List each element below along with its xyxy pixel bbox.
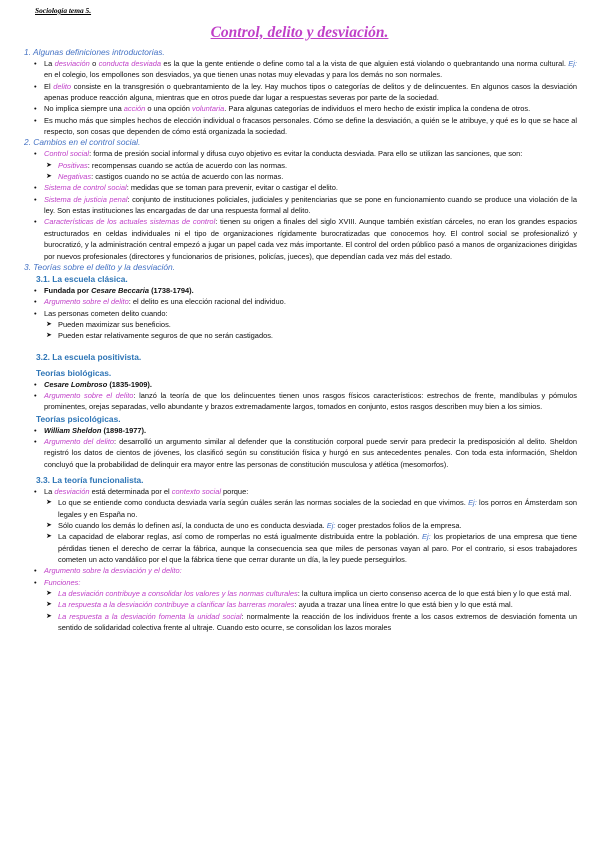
text: o (89, 59, 99, 68)
sub-list-item (58, 171, 577, 182)
psychological-list (0, 425, 599, 470)
term: acción (123, 104, 146, 114)
sub-list-item (58, 531, 577, 565)
list-item (44, 436, 577, 470)
sub-list-item (58, 599, 577, 610)
text: o una opción (145, 104, 193, 114)
term: Control social (44, 149, 90, 159)
example-marker: Ej: (468, 498, 477, 508)
list-item (44, 565, 577, 576)
author-name: Cesare Lombroso (44, 379, 108, 389)
term: Argumento sobre la desviación y el delito: (44, 566, 182, 576)
text: está determinada por el (89, 486, 172, 496)
term: Sistema de justicia penal (44, 194, 128, 204)
example-marker: Ej: (568, 59, 577, 68)
list-item (44, 182, 577, 193)
biological-theories-heading: Teorías biológicas. (36, 367, 112, 378)
text: Fundada por (44, 285, 92, 295)
text: : lanzó la teoría de que los delincuentes tienen unos rasgos físicos característicos: estrechos de frente, mandíbulas y pómulos prominentes, orejas separadas, vello abundante y brazos extremadamente largos, tomados en conjunto, estos rasgos describen muy bien a los simios. (44, 390, 577, 412)
term: La desviación contribuye a consolidar los valores y las normas culturales (58, 589, 298, 599)
classical-list (0, 285, 599, 342)
term: Argumento del delito (44, 436, 115, 446)
list-item (44, 296, 577, 307)
term: Positivas (58, 160, 88, 170)
text: : desarrolló un argumento similar al defender que la constitución corporal puede servir para predecir la predisposición al delito. Sheldon registró los datos de cientos de jóvenes, los clasificó según su constitución física y hurgó en sus antecedentes penales. Con toda esta información, Sheldon concluyó que la probabilidad de delinquir era mayor entre las personas de constitución musculosa y atlética (mesomorfos). (44, 436, 577, 469)
subject-header: Sociología tema 5. (35, 6, 92, 15)
sub-list-item (58, 160, 577, 171)
list-item (44, 194, 577, 217)
term: Negativas (58, 172, 92, 182)
functions-sublist (44, 588, 577, 633)
list-item (44, 58, 577, 81)
section-heading-1: 1. Algunas definiciones introductorias. (24, 47, 165, 57)
functionalist-list (0, 486, 599, 633)
text: : medidas que se toman para prevenir, evitar o castigar el delito. (126, 183, 338, 193)
text: : forma de presión social informal y difusa cuyo objetivo es evitar la conducta desviada. Para ello se utilizan las sanciones, que son: (89, 149, 523, 159)
list-item (44, 81, 577, 104)
example-marker: Ej: (326, 521, 336, 530)
section-heading-2: 2. Cambios en el control social. (24, 137, 141, 148)
text: Pueden estar relativamente seguros de que no serán castigados. (58, 331, 273, 341)
text: La capacidad de elaborar reglas, así como de romperlas no está igualmente distribuida entre la población. (58, 532, 422, 542)
text: No implica siempre una (44, 104, 124, 114)
text: El (44, 81, 54, 91)
psychological-theories-heading: Teorías psicológicas. (36, 413, 121, 424)
term: delito (53, 81, 72, 91)
text: (1898-1977). (101, 425, 147, 435)
text: : el delito es una elección racional del individuo. (128, 297, 286, 307)
text: La (44, 59, 55, 68)
list-item (44, 379, 577, 390)
context-sublist (44, 497, 577, 565)
text: : castigos cuando no se actúa de acuerdo con las normas. (91, 172, 284, 182)
text: : recompensas cuando se actúa de acuerdo con las normas. (87, 160, 288, 170)
sub-list-item (58, 611, 577, 634)
text: : normalmente la reacción de los individuos frente a los casos extremos de desviación fomenta un sentido de solidaridad colectiva frente al ultraje. Cuando esto ocurre, se consolidan los lazos morales (58, 611, 577, 633)
subsection-heading-3-1: 3.1. La escuela clásica. (36, 273, 128, 284)
text: (1738-1794). (149, 285, 194, 295)
subsection-heading-3-2: 3.2. La escuela positivista. (36, 351, 142, 362)
list-item (44, 425, 577, 436)
sub-list-item (58, 330, 577, 341)
term: La respuesta a la desviación fomenta la unidad social (58, 611, 242, 621)
text: (1835-1909). (107, 379, 152, 389)
text: Es mucho más que simples hechos de elección individual o fracasos personales. Cómo se define la desviación, a quién se le atribuye, y qué es lo que se hace al respecto, son cosas que dependen de cómo está organizada la sociedad. (44, 115, 577, 137)
text: Pueden maximizar sus beneficios. (58, 319, 171, 329)
text: en el colegio, los empollones son desviados, ya que tienen unas notas muy elevadas y para los demás no son normales. (44, 70, 443, 80)
section-2-list (0, 148, 599, 261)
sub-list-item (58, 497, 577, 520)
list-item (44, 285, 577, 296)
term: La respuesta a la desviación contribuye a clarificar las barreras morales (58, 600, 295, 610)
text: Sólo cuando los demás lo definen así, la conducta de uno es conducta desviada. (58, 521, 327, 530)
term: desviación (54, 486, 90, 496)
list-item (44, 486, 577, 497)
text: los propietarios de una empresa que tiene pérdidas tienen el derecho de cerrar la fábrica, aunque la consecuencia sea que miles de personas vayan al paro. Por el contrario, si esos trabajadores cometen un acto vandálico por el que la fábrica tiene que cerrar durante un día, la ley puede perseguirlos. (58, 532, 577, 565)
section-1-list (0, 58, 599, 137)
sanctions-sublist (44, 160, 577, 183)
term: conducta desviada (98, 59, 161, 68)
text: La (44, 486, 55, 496)
sub-list-item (58, 520, 577, 531)
example-marker: Ej: (422, 532, 431, 542)
text: : tienen su origen a finales del siglo XVIII. Aunque también existían cárceles, no eran los grandes espacios estructurados en celdas individuales ni el tipo de organizaciones rígidamente burocratizadas que conocemos hoy. El control social se profesionalizó y burocratizó, y la administración central empezó a jugar un papel cada vez más importante. El control del orden público pasó a manos de organizaciones dirigidas por nuevos profesionales (directores y funcionarios de prisiones, policías, jueces), que dependían cada vez más del estado. (44, 217, 577, 261)
term: Funciones: (44, 577, 81, 587)
list-item (44, 103, 577, 114)
sub-list-item (58, 319, 577, 330)
term: Argumento sobre el delito (44, 390, 134, 400)
text: coger prestados folios de la empresa. (335, 521, 462, 530)
biological-list (0, 379, 599, 413)
text: los porros en Ámsterdam son legales y en España no. (58, 498, 577, 519)
list-item (44, 390, 577, 413)
text: Lo que se entiende como conducta desviada varía según cuáles serán las normas sociales de la sociedad en que vivimos. (58, 498, 469, 508)
author-name: William Sheldon (44, 425, 102, 435)
sub-list-item (58, 588, 577, 599)
section-heading-3: 3. Teorías sobre el delito y la desviación. (24, 261, 175, 272)
text: Las personas cometen delito cuando: (44, 308, 168, 318)
subsection-heading-3-3: 3.3. La teoría funcionalista. (36, 474, 144, 485)
term: voluntaria (192, 104, 225, 114)
term: desviación (54, 59, 90, 68)
term: contexto social (171, 486, 221, 496)
document-body (0, 47, 599, 633)
text: : la cultura implica un cierto consenso acerca de lo que está bien y lo que está mal. (297, 589, 572, 599)
term: Argumento sobre el delito (44, 297, 129, 307)
document-title: Control, delito y desviación. (210, 24, 389, 41)
list-item (44, 115, 577, 138)
list-item (44, 148, 577, 159)
text: : ayuda a trazar una línea entre lo que está bien y lo que está mal. (294, 600, 513, 610)
author-name: Cesare Beccaria (91, 285, 150, 295)
text: consiste en la transgresión o quebrantamiento de la ley. Hay muchos tipos o categorías de delitos y de delincuentes. En algunos casos la desviación apenas produce reacción alguna, mientras que en otros puede dar lugar a respuestas severas por parte de la sociedad. (44, 81, 578, 103)
list-item (44, 308, 577, 319)
text: . Para algunas categorías de individuos el mero hecho de existir implica la condena de otros. (224, 104, 531, 114)
text: : conjunto de instituciones policiales, judiciales y penitenciarias que se pone en funcionamiento cuando se produce una violación de la ley. Son estas instituciones las encargadas de dar una respuesta formal al delito. (44, 194, 577, 216)
reasons-sublist (44, 319, 577, 342)
list-item (44, 577, 577, 588)
text: es la que la gente entiende o define como tal a la vista de que alguien está violando o quebrantando una norma cultural. (160, 59, 569, 68)
list-item (44, 216, 577, 261)
term: Características de los actuales sistemas de control (44, 217, 216, 227)
term: Sistema de control social (44, 183, 127, 193)
text: porque: (220, 486, 249, 496)
